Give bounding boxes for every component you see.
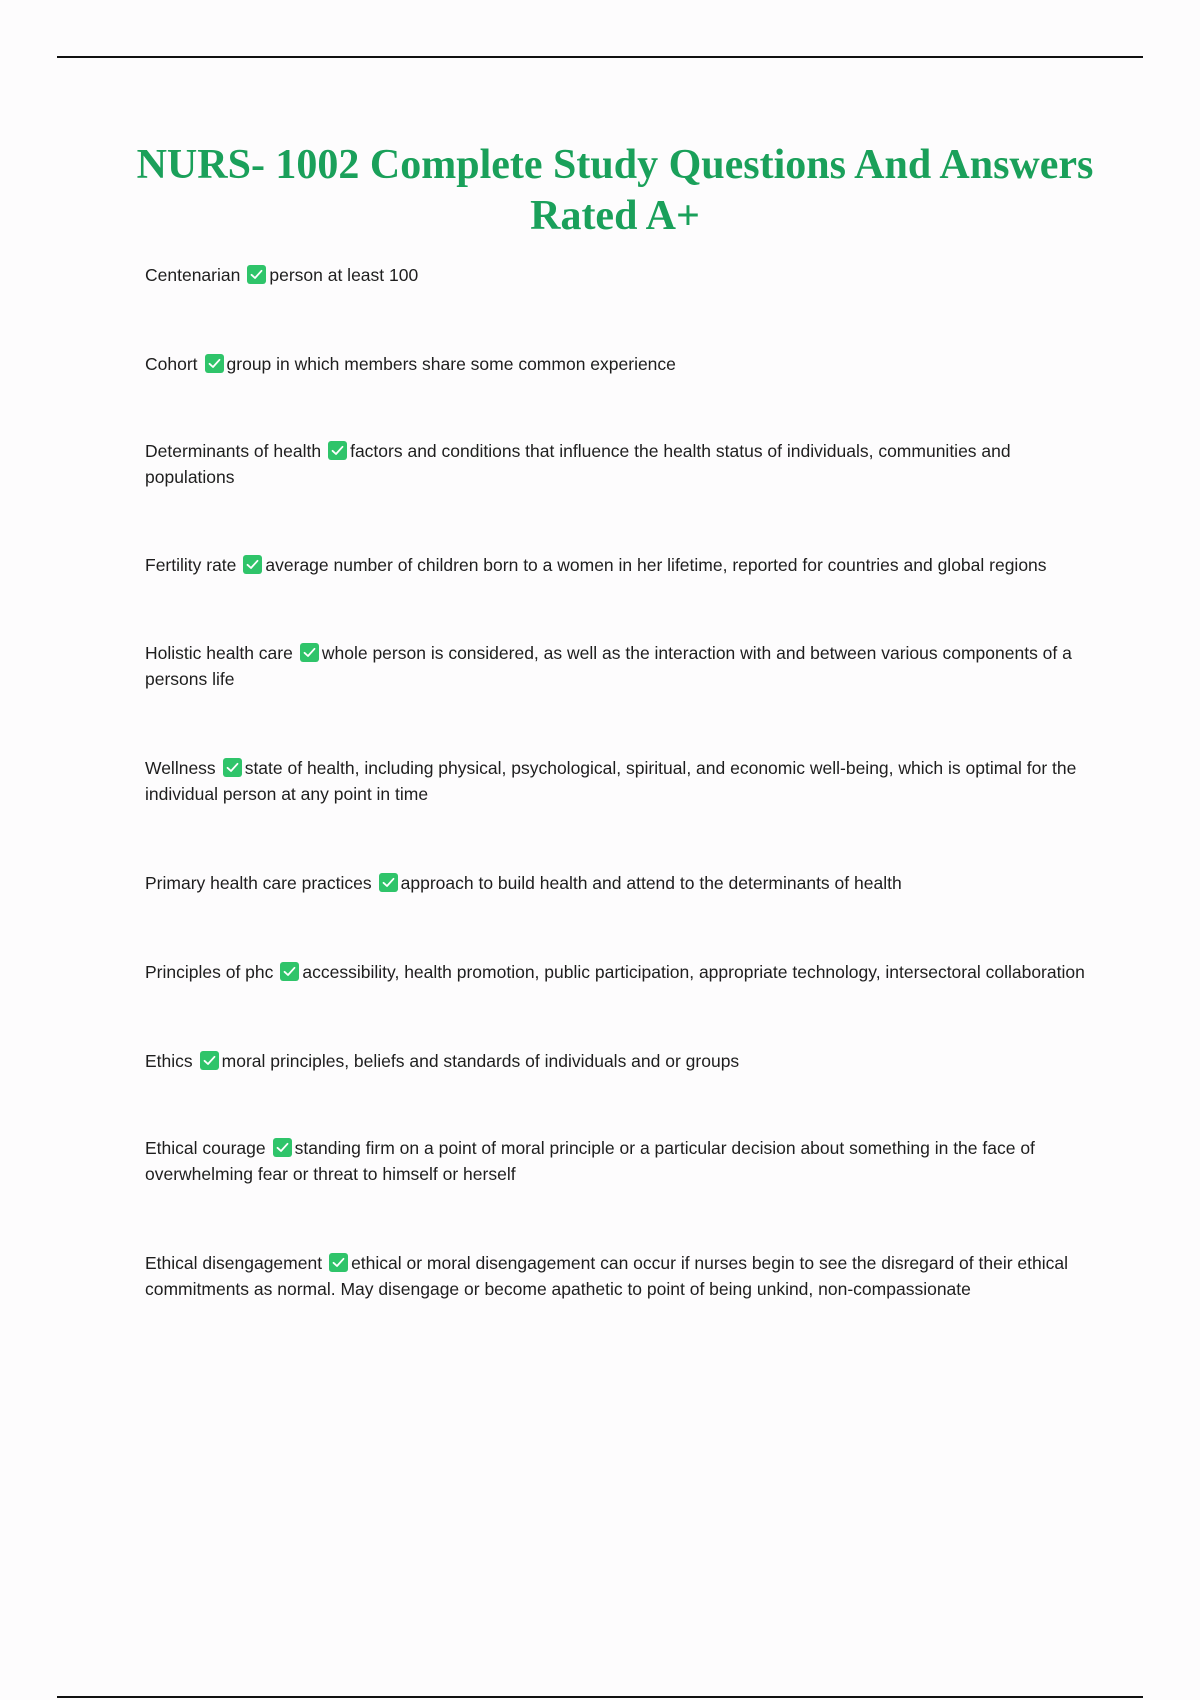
entry-term: Primary health care practices — [145, 873, 372, 893]
entry-term: Wellness — [145, 758, 216, 778]
entry-definition: person at least 100 — [269, 265, 419, 285]
check-icon — [300, 643, 319, 662]
check-icon — [223, 758, 242, 777]
list-item — [145, 959, 1085, 985]
entry-term: Holistic health care — [145, 643, 293, 663]
entry-term: Ethics — [145, 1051, 193, 1071]
list-item — [145, 755, 1085, 807]
entry-definition: factors and conditions that influence the health status of individuals, communities and populations — [145, 441, 1011, 487]
study-entries — [145, 262, 1085, 1302]
list-item — [145, 552, 1085, 578]
check-icon — [247, 265, 266, 284]
entry-term: Principles of phc — [145, 962, 274, 982]
list-item — [145, 438, 1085, 490]
document-title: NURS- 1002 Complete Study Questions And Answers Rated A+ — [136, 142, 1094, 239]
entry-definition: average number of children born to a women in her lifetime, reported for countries and global regions — [265, 555, 1047, 575]
entry-definition: state of health, including physical, psychological, spiritual, and economic well-being, which is optimal for the individual person at any point in time — [145, 758, 1077, 804]
entry-term: Ethical courage — [145, 1138, 266, 1158]
list-item — [145, 1135, 1085, 1187]
list-item — [145, 351, 1085, 377]
entry-definition: whole person is considered, as well as the interaction with and between various components of a persons life — [145, 643, 1072, 689]
top-rule — [57, 56, 1143, 58]
check-icon — [273, 1138, 292, 1157]
check-icon — [379, 873, 398, 892]
check-icon — [329, 1253, 348, 1272]
entry-definition: approach to build health and attend to the determinants of health — [400, 873, 902, 893]
check-icon — [243, 555, 262, 574]
entry-definition: ethical or moral disengagement can occur if nurses begin to see the disregard of their ethical commitments as normal. May disengage or become apathetic to point of being unkind, non-compassionate — [145, 1253, 1068, 1299]
entry-definition: standing firm on a point of moral principle or a particular decision about something in the face of overwhelming fear or threat to himself or herself — [145, 1138, 1035, 1184]
list-item — [145, 640, 1085, 692]
entry-term: Cohort — [145, 354, 198, 374]
entry-term: Fertility rate — [145, 555, 237, 575]
list-item — [145, 1048, 1085, 1074]
check-icon — [200, 1051, 219, 1070]
entry-definition: accessibility, health promotion, public participation, appropriate technology, intersectoral collaboration — [302, 962, 1085, 982]
check-icon — [280, 962, 299, 981]
entry-term: Ethical disengagement — [145, 1253, 323, 1273]
list-item — [145, 262, 1085, 288]
check-icon — [328, 441, 347, 460]
bottom-rule — [57, 1696, 1143, 1698]
entry-term: Centenarian — [145, 265, 241, 285]
list-item — [145, 1250, 1085, 1302]
entry-definition: group in which members share some common experience — [226, 354, 676, 374]
entry-term: Determinants of health — [145, 441, 322, 461]
entry-definition: moral principles, beliefs and standards of individuals and or groups — [221, 1051, 740, 1071]
check-icon — [205, 354, 224, 373]
list-item — [145, 870, 1085, 896]
